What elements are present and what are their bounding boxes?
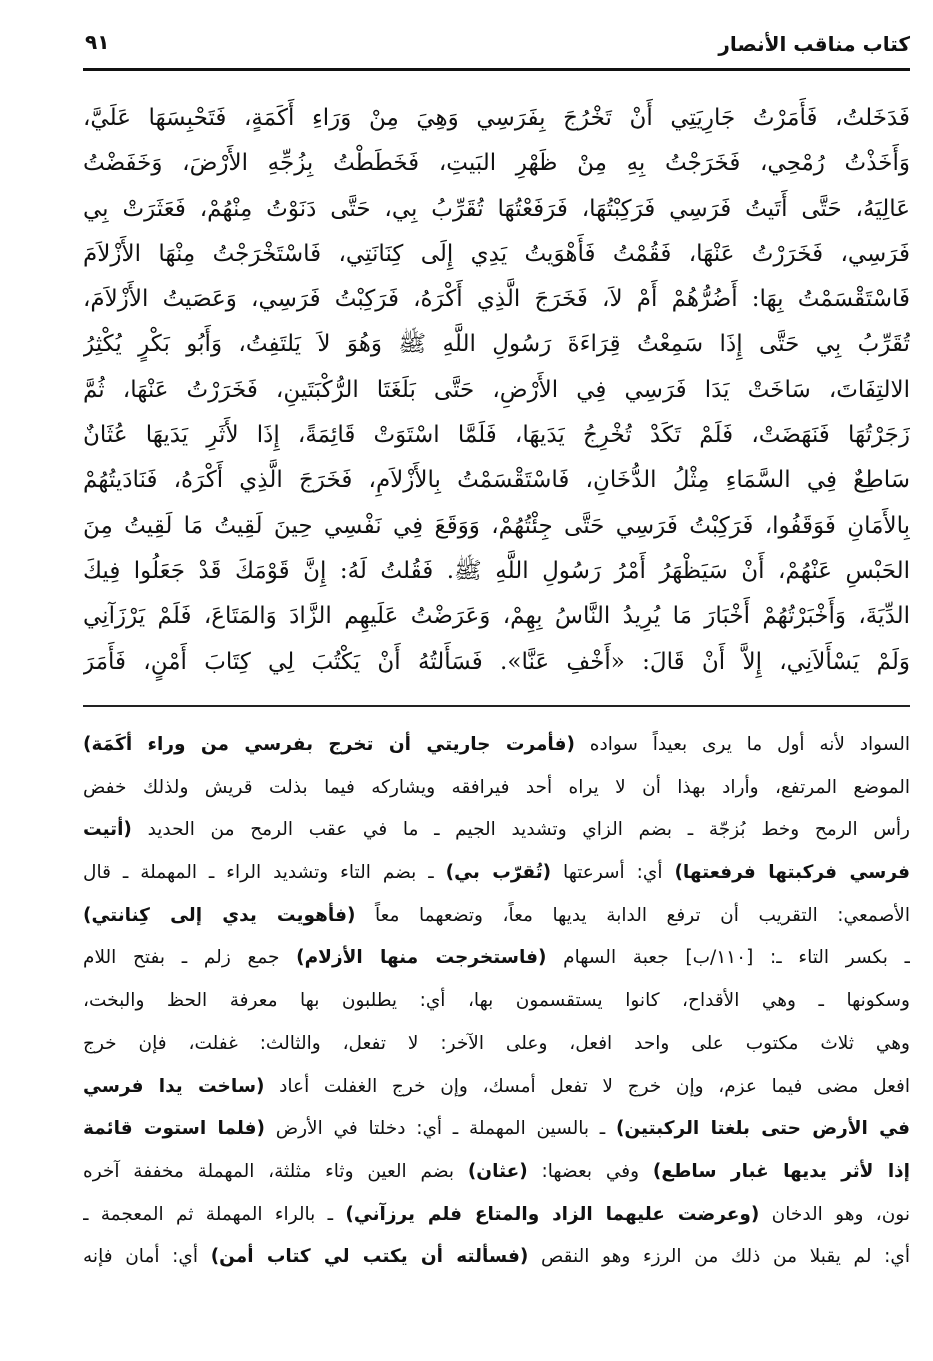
commentary-text: وسكونها ـ وهي الأقداح، كانوا يستقسمون بها، أي: يطلبون بها معرفة الحظ والبخت،	[83, 990, 910, 1012]
quoted-lemma: في الأرض حتى بلغتا الركبتين)	[615, 1118, 910, 1140]
quoted-lemma: فرسي فركبتها فرفعتها)	[674, 862, 910, 884]
main-text-line: وَأَخَذْتُ رُمْحِي، فَخَرَجْتُ بِهِ مِنْ ظَهْرِ البَيتِ، فَخَطَطْتُ بِزُجِّهِ الأَرْضَ، وَخَفَضْتُ	[83, 150, 910, 177]
quoted-lemma: (فسألته أن يكتب لي كتاب أمن)	[210, 1246, 529, 1268]
quoted-lemma: (فاستخرجت منها الأزلام)	[296, 947, 547, 969]
commentary-text: ـ بضم التاء وتشديد الراء ـ المهملة ـ قال	[83, 862, 446, 884]
running-title: كتاب مناقب الأنصار	[718, 32, 910, 56]
quoted-lemma: (فلما استوت قائمة	[83, 1118, 265, 1140]
quoted-lemma: (فأهويت يدي إلى كِنانتي)	[83, 904, 356, 926]
footnote-line	[83, 1066, 910, 1109]
quoted-lemma: (تُقرّب بي)	[445, 862, 552, 884]
commentary-text: أي: أمان فإنه	[83, 1246, 211, 1268]
commentary-text: افعل مضى فيما عزم، وإن خرج لا تفعل أمسك، وإن خرج الغفلت أعاد	[264, 1075, 910, 1097]
footnote-line	[83, 1151, 910, 1194]
main-text-line: سَاطِعٌ فِي السَّمَاءِ مِثْلُ الدُّخَانِ، فَاسْتَقْسَمْتُ بِالأَزْلاَمِ، فَخَرَجَ الَّذِي أَكْرَهُ، فَنَادَيتُهُمْ	[83, 467, 910, 494]
quoted-lemma: (وعرضت عليهما الزاد والمتاع فلم يرزآني)	[345, 1203, 760, 1225]
footnote-line	[83, 937, 910, 980]
footnote-line	[83, 895, 910, 938]
quoted-lemma: (فأمرت جاريتي أن تخرج بفرسي من وراء أكَمَة)	[83, 734, 575, 755]
main-text-line: الدِّيَةَ، وَأَخْبَرْتُهُمْ أَخْبَارَ مَا يُرِيدُ النَّاسُ بِهِمْ، وَعَرَضْتُ عَلَيهِم الزَّادَ وَالمَتَاعَ، فَلَمْ يَرْزَآنِي	[83, 603, 910, 630]
footnote-line	[83, 852, 910, 895]
main-text-line: الحَبْسِ عَنْهُمْ، أَنْ سَيَظْهَرُ أَمْرُ رَسُولِ اللَّهِ ﷺ. فَقُلتُ لَهُ: إِنَّ قَوْمَكَ قَدْ جَعَلُوا فِيكَ	[83, 557, 910, 584]
footnote-line	[83, 980, 910, 1023]
page-number: ٩١	[85, 30, 110, 54]
commentary-text: أي: لم يقبلا من ذلك من الرزء وهو النقص	[528, 1246, 910, 1268]
page-header	[83, 28, 910, 64]
quoted-lemma: (أتيت	[83, 819, 132, 841]
main-text-line: فَدَخَلتُ، فَأَمَرْتُ جَارِيَتِي أَنْ تَخْرُجَ بِفَرَسِي وَهِيَ مِنْ وَرَاءِ أَكَمَةٍ، فَتَحْبِسَهَا عَلَيَّ،	[83, 105, 910, 131]
commentary-text: السواد لأنه أول ما يرى بعيداً سواده	[574, 734, 910, 755]
footnote-separator	[83, 705, 910, 707]
commentary-text: ـ بكسر التاء ـ: [١١٠/ب] جعبة السهام	[546, 947, 910, 969]
footnote-line	[83, 809, 910, 852]
footnote-line	[83, 724, 910, 767]
quoted-lemma: إذا لأثر يديها غبار ساطع)	[652, 1160, 910, 1182]
footnote-line	[83, 1023, 910, 1066]
commentary-text: نون، وهو الدخان	[759, 1203, 910, 1225]
commentary-text: ـ بالسين المهملة ـ أي: دخلتا في الأرض	[264, 1118, 616, 1140]
main-text-line: فَاسْتَقْسَمْتُ بِهَا: أَضُرُّهُمْ أَمْ لاَ، فَخَرَجَ الَّذِي أَكْرَهُ، فَرَكِبْتُ فَرَسِي، وَعَصَيتُ الأَزْلاَمَ،	[83, 286, 910, 313]
commentary-text: رأس الرمح وخط بُزجّة ـ بضم الزاي وتشديد الجيم ـ ما في عقب الرمح من الحديد	[131, 819, 910, 841]
commentary-footnotes	[83, 724, 910, 1279]
main-text	[83, 96, 910, 685]
header-rule	[83, 68, 910, 71]
main-text-line: الالتِفَاتَ، سَاخَتْ يَدَا فَرَسِي فِي الأَرْضِ، حَتَّى بَلَغَتَا الرُّكْبَتَينِ، فَخَرَرْتُ عَنْهَا، ثُمَّ	[83, 376, 910, 403]
main-text-line: عَالِيَهُ، حَتَّى أَتَيتُ فَرَسِي فَرَكِبْتُهَا، فَرَفَعْتُهَا تُقَرِّبُ بِي، حَتَّى دَنَوْتُ مِنْهُمْ، فَعَثَرَتْ بِي	[83, 195, 910, 222]
main-text-line: تُقَرِّبُ بِي حَتَّى إِذَا سَمِعْتُ قِرَاءَةَ رَسُولِ اللَّهِ ﷺ وَهُوَ لاَ يَلتَفِتُ، وَأَبُو بَكْرٍ يُكْثِرُ	[83, 331, 910, 358]
commentary-text: وهي ثلاث مكتوب على واحد افعل، وعلى الآخر: لا تفعل، والثالث: غفلت، فإن خرج	[83, 1032, 910, 1054]
main-text-line: فَرَسِي، فَخَرَرْتُ عَنْهَا، فَقُمْتُ فَأَهْوَيتُ يَدِي إِلَى كِنَانَتِي، فَاسْتَخْرَجْتُ مِنْهَا الأَزْلاَمَ	[83, 240, 910, 267]
footnote-line	[83, 1194, 910, 1237]
commentary-text: وفي بعضها:	[527, 1160, 653, 1182]
main-text-line: زَجَرْتُهَا فَنَهَضَتْ، فَلَمْ تَكَدْ تُخْرِجُ يَدَيهَا، فَلَمَّا اسْتَوَتْ قَائِمَةً، إِذَا لأَثَرِ يَدَيهَا عُثَانٌ	[83, 422, 910, 449]
commentary-text: بضم العين وثاء مثلثة، المهملة مخففة آخره	[83, 1160, 468, 1182]
commentary-text: ـ بالراء المهملة ثم المعجمة ـ	[83, 1203, 346, 1225]
footnote-line	[83, 767, 910, 810]
main-text-line: بِالأَمَانِ فَوَقَفُوا، فَرَكِبْتُ فَرَسِي حَتَّى جِئْتُهُمْ، وَوَقَعَ فِي نَفْسِي حِينَ لَقِيتُ مَا لَقِيتُ مِنَ	[83, 512, 910, 539]
footnote-line	[83, 1108, 910, 1151]
commentary-text: أي: أسرعتها	[551, 862, 675, 884]
footnote-line	[83, 1236, 910, 1279]
quoted-lemma: (ساخت يدا فرسي	[83, 1075, 265, 1097]
main-text-line: وَلَمْ يَسْأَلاَنِي، إِلاَّ أَنْ قَالَ: «أَخْفِ عَنَّا». فَسَأَلتُهُ أَنْ يَكْتُبَ لِي كِتَابَ أَمْنٍ، فَأَمَرَ	[83, 648, 910, 675]
commentary-text: الموضع المرتفع، وأراد بهذا أن لا يراه أحد فيرافقه ويشاركه فيما بذلت قريش ولذلك خفض	[83, 776, 910, 798]
commentary-text: جمع زلم ـ بفتح اللام	[83, 947, 297, 969]
commentary-text: الأصمعي: التقريب أن ترفع الدابة يديها معاً، وتضعهما معاً	[355, 904, 910, 926]
quoted-lemma: (عثان)	[467, 1160, 528, 1182]
